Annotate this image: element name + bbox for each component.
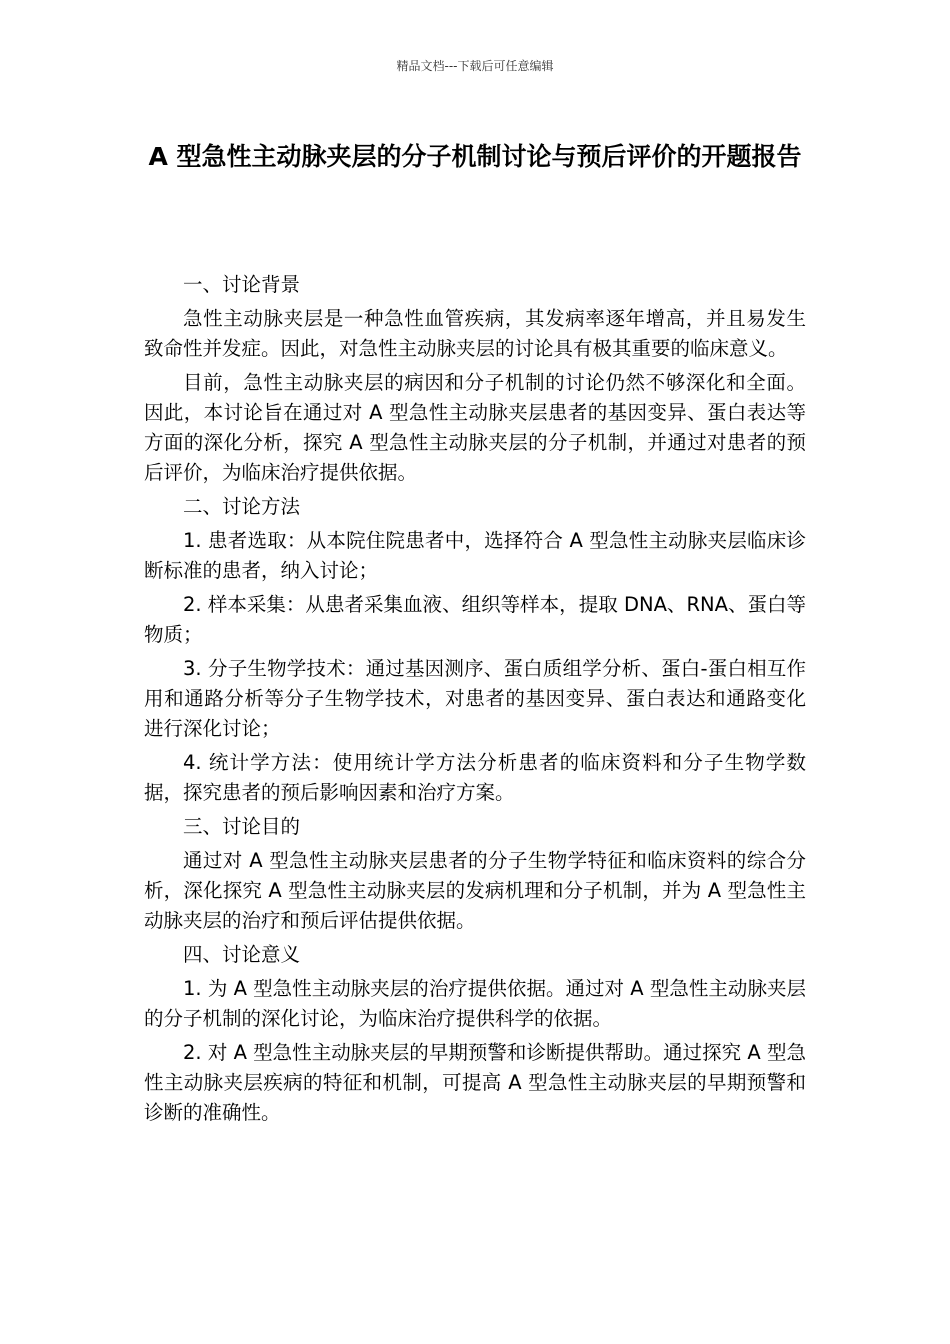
significance-item-1: 1. 为 A 型急性主动脉夹层的治疗提供依据。通过对 A 型急性主动脉夹层的分子机制的深化讨论，为临床治疗提供科学的依据。 xyxy=(144,977,806,1030)
section-heading-methods: 二、讨论方法 xyxy=(183,495,301,518)
methods-item-4: 4. 统计学方法：使用统计学方法分析患者的临床资料和分子生物学数据，探究患者的预后影响因素和治疗方案。 xyxy=(144,751,806,804)
methods-item-1: 1. 患者选取：从本院住院患者中，选择符合 A 型急性主动脉夹层临床诊断标准的患者，纳入讨论； xyxy=(144,529,806,582)
section-heading-purpose: 三、讨论目的 xyxy=(183,815,301,838)
section-heading-background: 一、讨论背景 xyxy=(183,273,301,296)
header-note: 精品文档---下载后可任意编辑 xyxy=(396,59,554,73)
document-title: A 型急性主动脉夹层的分子机制讨论与预后评价的开题报告 xyxy=(148,142,802,171)
section-heading-significance: 四、讨论意义 xyxy=(183,943,301,966)
purpose-paragraph: 通过对 A 型急性主动脉夹层患者的分子生物学特征和临床资料的综合分析，深化探究 A 型急性主动脉夹层的发病机理和分子机制，并为 A 型急性主动脉夹层的治疗和预后评估提供依据。 xyxy=(144,849,806,932)
background-paragraph-2: 目前，急性主动脉夹层的病因和分子机制的讨论仍然不够深化和全面。因此，本讨论旨在通过对 A 型急性主动脉夹层患者的基因变异、蛋白表达等方面的深化分析，探究 A 型急性主动脉夹层的分子机制，并通过对患者的预后评价，为临床治疗提供依据。 xyxy=(144,371,806,484)
methods-item-2: 2. 样本采集：从患者采集血液、组织等样本，提取 DNA、RNA、蛋白等物质； xyxy=(144,593,806,646)
significance-item-2: 2. 对 A 型急性主动脉夹层的早期预警和诊断提供帮助。通过探究 A 型急性主动脉夹层疾病的特征和机制，可提高 A 型急性主动脉夹层的早期预警和诊断的准确性。 xyxy=(144,1041,806,1124)
document-body xyxy=(144,270,806,1132)
background-paragraph-1: 急性主动脉夹层是一种急性血管疾病，其发病率逐年增高，并且易发生致命性并发症。因此，对急性主动脉夹层的讨论具有极其重要的临床意义。 xyxy=(144,307,806,360)
methods-item-3: 3. 分子生物学技术：通过基因测序、蛋白质组学分析、蛋白-蛋白相互作用和通路分析等分子生物学技术，对患者的基因变异、蛋白表达和通路变化进行深化讨论； xyxy=(144,657,806,740)
